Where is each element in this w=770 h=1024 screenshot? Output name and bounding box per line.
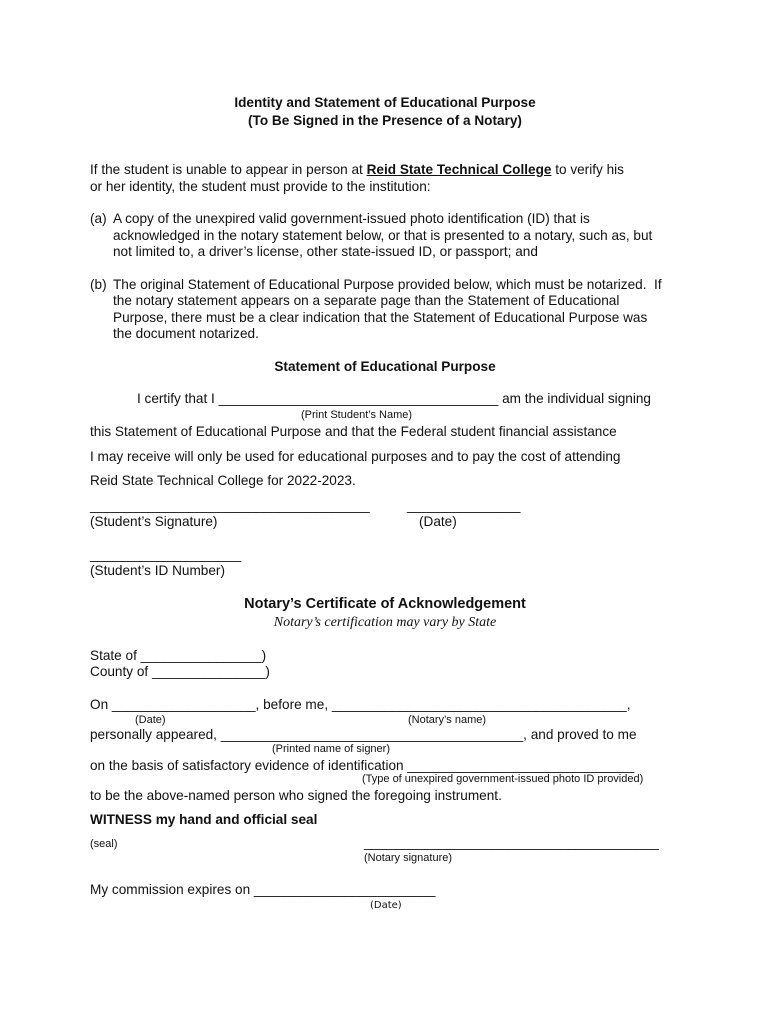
notary-signature-label: (Notary signature) <box>364 852 453 864</box>
witness-heading: WITNESS my hand and official seal <box>90 812 318 827</box>
item-a-line: not limited to, a driver’s license, other state-issued ID, or passport; and <box>113 244 538 259</box>
identification-basis-line[interactable]: on the basis of satisfactory evidence of identification ______________________________ <box>90 758 635 773</box>
item-b-line: the notary statement appears on a separate page than the Statement of Educational <box>113 293 620 308</box>
document-title: Identity and Statement of Educational Purpose <box>234 95 536 110</box>
intro-line-2: or her identity, the student must provide to the institution: <box>90 179 431 194</box>
student-id-label: (Student’s ID Number) <box>90 563 225 578</box>
intro-text-before: If the student is unable to appear in person at <box>90 162 367 177</box>
commission-expires-line[interactable]: My commission expires on ________________________ <box>90 882 436 897</box>
student-signature-label: (Student’s Signature) <box>90 514 218 529</box>
item-a-line: A copy of the unexpired valid government-issued photo identification (ID) that is <box>113 211 590 226</box>
statement-line-3: I may receive will only be used for educational purposes and to pay the cost of attending <box>90 449 621 464</box>
college-name-link[interactable]: Reid State Technical College <box>366 162 552 177</box>
notary-signature-blank[interactable]: _______________________________________ <box>364 835 659 850</box>
item-b-line: The original Statement of Educational Purpose provided below, which must be notarized. If <box>113 277 662 292</box>
acknowledgement-on-line[interactable]: On ___________________, before me, _______________________________________, <box>90 697 631 712</box>
signature-date-label: (Date) <box>419 514 457 529</box>
student-signature-blank[interactable]: _____________________________________ <box>90 498 370 513</box>
statement-line-4: Reid State Technical College for 2022-2023. <box>90 473 356 488</box>
intro-text-after: to verify his <box>551 162 624 177</box>
state-line[interactable]: State of ________________) <box>90 648 267 663</box>
notary-heading: Notary’s Certificate of Acknowledgement <box>244 596 526 612</box>
document-subtitle: (To Be Signed in the Presence of a Notary) <box>248 113 522 128</box>
print-name-label: (Print Student’s Name) <box>301 409 413 421</box>
item-b-marker: (b) <box>90 277 107 292</box>
personally-appeared-line[interactable]: personally appeared, ________________________________________, and proved to me <box>90 727 637 742</box>
item-b-line: Purpose, there must be a clear indication that the Statement of Educational Purpose was <box>113 310 648 325</box>
item-a-line: acknowledged in the notary statement below, or that is presented to a notary, such as, but <box>113 228 653 243</box>
item-a-marker: (a) <box>90 211 107 226</box>
seal-label: (seal) <box>90 838 118 850</box>
signer-name-label: (Printed name of signer) <box>272 743 390 755</box>
id-type-label: (Type of unexpired government-issued photo ID provided) <box>362 773 644 785</box>
intro-line-1 <box>90 162 624 178</box>
item-b-line: the document notarized. <box>113 326 259 341</box>
signature-date-blank[interactable]: _______________ <box>407 498 521 513</box>
statement-heading: Statement of Educational Purpose <box>274 359 496 374</box>
above-named-line: to be the above-named person who signed the foregoing instrument. <box>90 788 502 803</box>
commission-date-label: (Date) <box>370 900 402 911</box>
notary-subheading: Notary’s certification may vary by State <box>273 615 497 630</box>
ack-date-label: (Date) <box>135 714 166 726</box>
notary-name-label: (Notary’s name) <box>408 714 487 726</box>
statement-line-2: this Statement of Educational Purpose and that the Federal student financial assistance <box>90 424 617 439</box>
county-line[interactable]: County of _______________) <box>90 664 270 679</box>
certify-line: I certify that I _____________________________________ am the individual signing <box>137 391 651 406</box>
student-id-blank[interactable]: ____________________ <box>90 547 242 562</box>
